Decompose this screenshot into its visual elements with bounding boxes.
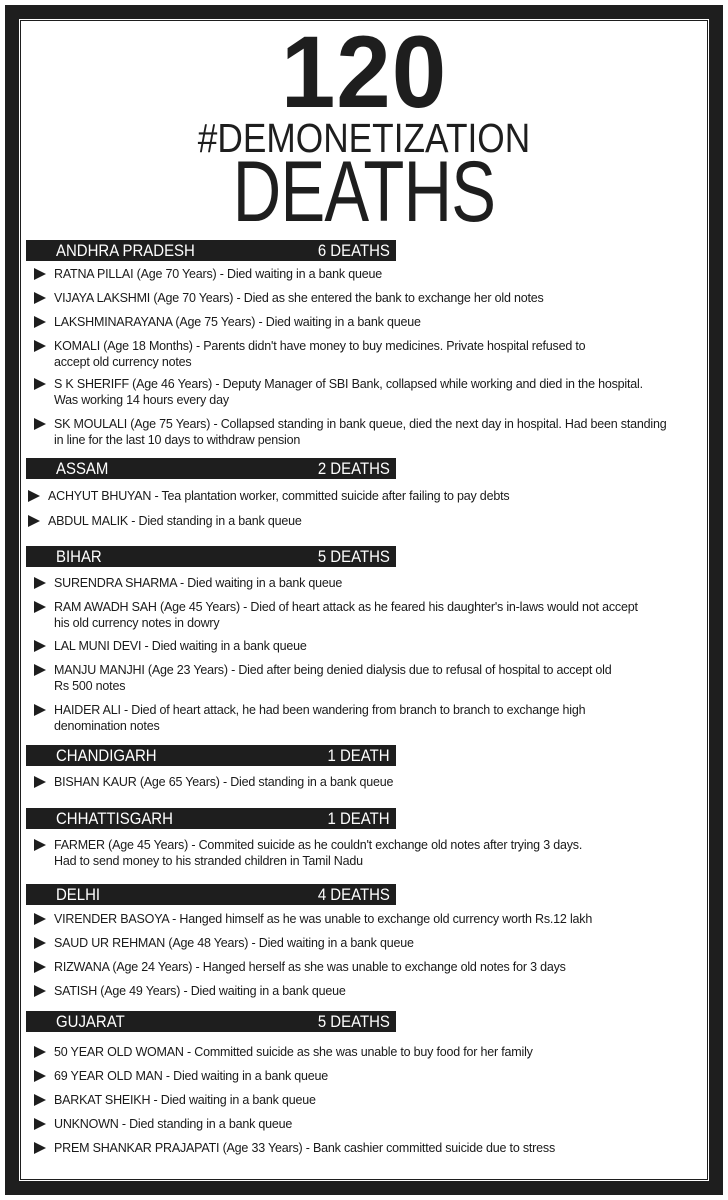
section-death-count: 5 DEATHS	[317, 547, 390, 566]
bullet-arrow-icon	[34, 577, 46, 589]
section-bar-delhi	[26, 884, 396, 905]
section-death-count: 2 DEATHS	[317, 459, 390, 478]
bullet-arrow-icon	[34, 340, 46, 352]
bullet-arrow-icon	[34, 776, 46, 788]
section-bar-chhattisgarh	[26, 808, 396, 829]
hashtag-title: #DEMONETIZATION	[197, 115, 531, 161]
section-bar-chandigarh	[26, 745, 396, 766]
bullet-arrow-icon	[34, 664, 46, 676]
bullet-arrow-icon	[34, 985, 46, 997]
section-state-name: BIHAR	[56, 547, 102, 566]
bullet-arrow-icon	[28, 490, 40, 502]
bullet-arrow-icon	[34, 640, 46, 652]
bullet-arrow-icon	[34, 316, 46, 328]
section-state-name: ASSAM	[56, 459, 109, 478]
death-count-title: 120	[280, 15, 448, 129]
section-state-name: DELHI	[56, 885, 101, 904]
bullet-arrow-icon	[34, 937, 46, 949]
bullet-arrow-icon	[28, 515, 40, 527]
bullet-arrow-icon	[34, 378, 46, 390]
bullet-arrow-icon	[34, 601, 46, 613]
bullet-arrow-icon	[34, 292, 46, 304]
bullet-arrow-icon	[34, 839, 46, 851]
bullet-arrow-icon	[34, 704, 46, 716]
section-death-count: 1 DEATH	[327, 809, 390, 828]
section-state-name: GUJARAT	[56, 1012, 125, 1031]
section-bar-gujarat	[26, 1011, 396, 1032]
section-death-count: 5 DEATHS	[317, 1012, 390, 1031]
section-bar-andhra-pradesh	[26, 240, 396, 261]
section-state-name: CHANDIGARH	[56, 746, 157, 765]
section-bar-assam	[26, 458, 396, 479]
section-bar-bihar	[26, 546, 396, 567]
bullet-arrow-icon	[34, 913, 46, 925]
bullet-arrow-icon	[34, 1094, 46, 1106]
deaths-title: DEATHS	[232, 144, 496, 240]
section-death-count: 1 DEATH	[327, 746, 390, 765]
bullet-arrow-icon	[34, 418, 46, 430]
section-state-name: CHHATTISGARH	[56, 809, 173, 828]
bullet-arrow-icon	[34, 1118, 46, 1130]
bullet-arrow-icon	[34, 1142, 46, 1154]
bullet-arrow-icon	[34, 961, 46, 973]
bullet-arrow-icon	[34, 268, 46, 280]
bullet-arrow-icon	[34, 1070, 46, 1082]
section-death-count: 4 DEATHS	[317, 885, 390, 904]
section-state-name: ANDHRA PRADESH	[56, 241, 195, 260]
bullet-arrow-icon	[34, 1046, 46, 1058]
section-death-count: 6 DEATHS	[317, 241, 390, 260]
